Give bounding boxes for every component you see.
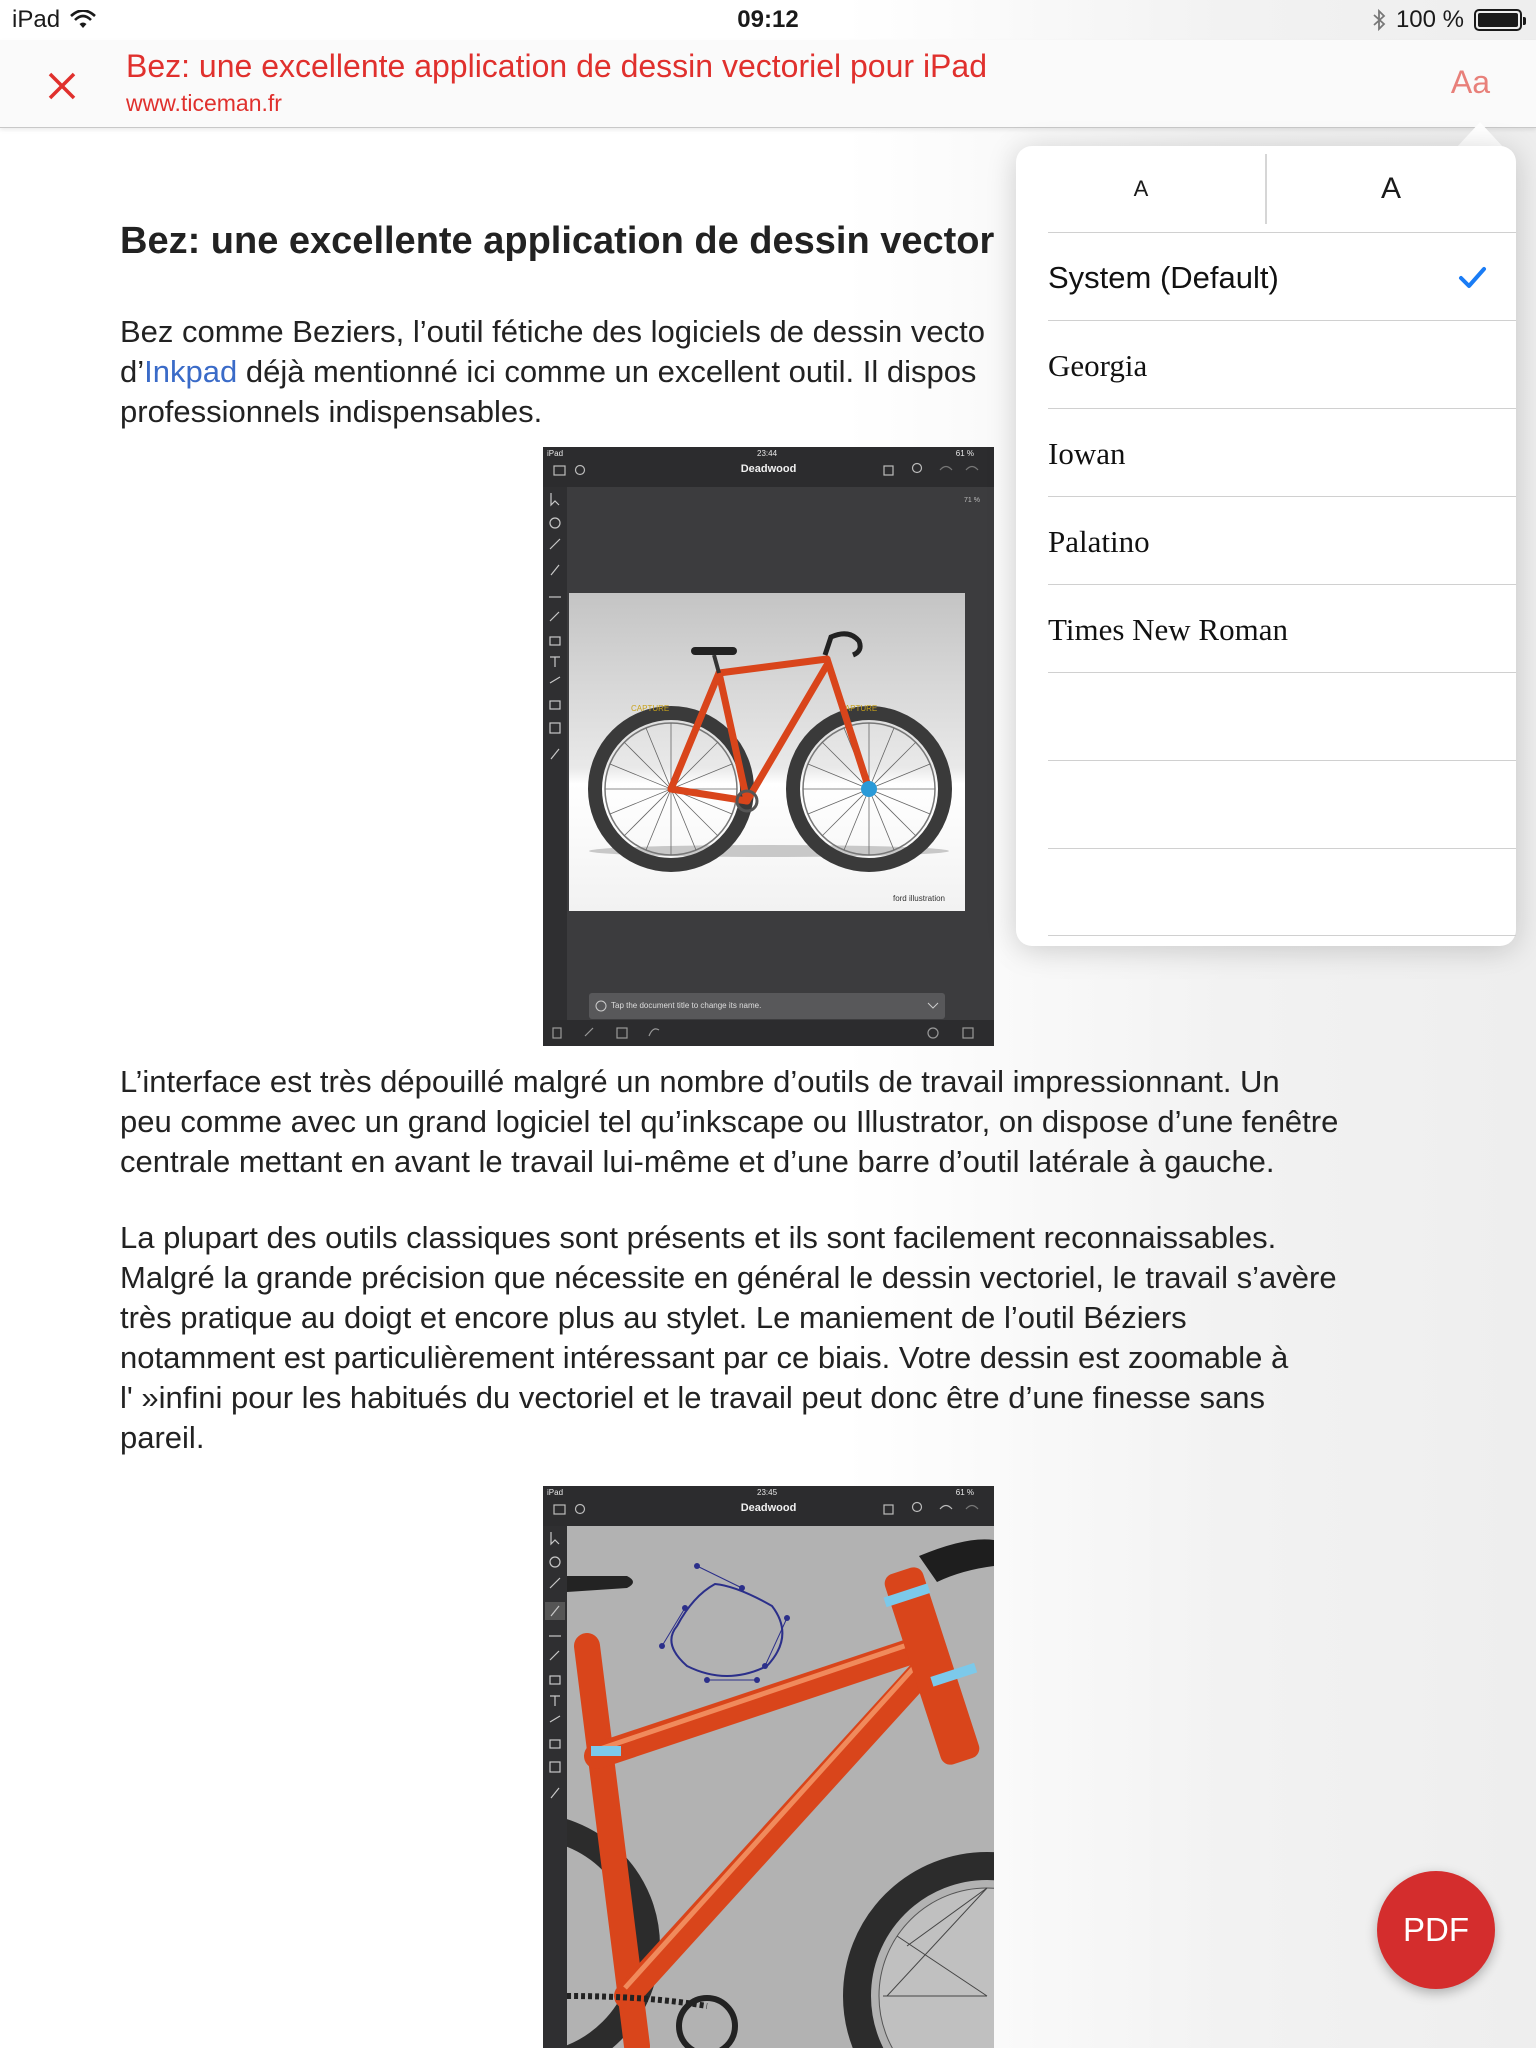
interface-line: L’interface est très dépouillé malgré un nombre d’outils de travail impressionnant. Un	[120, 1064, 1280, 1099]
screenshot-bottom-bar	[543, 1020, 994, 1046]
bluetooth-icon	[1372, 8, 1386, 32]
screenshot-topbar	[543, 1486, 994, 1526]
close-icon[interactable]	[40, 64, 84, 108]
font-option-label: Georgia	[1048, 348, 1148, 383]
paragraph-tools	[120, 1218, 1420, 1458]
font-option-empty	[1048, 848, 1516, 936]
checkmark-icon	[1456, 261, 1488, 293]
screenshot-doc-name: Deadwood	[740, 463, 797, 475]
screenshot-doc-name: Deadwood	[740, 1502, 797, 1514]
chevron-down-icon	[927, 1001, 939, 1011]
popover-arrow	[1456, 122, 1504, 148]
tools-icons	[543, 1526, 567, 1866]
battery-icon	[1474, 9, 1522, 31]
battery-fill	[1478, 13, 1518, 27]
bicycle-illustration	[569, 593, 965, 911]
reader-header	[0, 40, 1536, 128]
font-settings-popover	[1016, 146, 1516, 946]
status-right	[1372, 6, 1522, 34]
font-list	[1048, 232, 1516, 936]
screenshot-battery: 61 %	[955, 1488, 974, 1497]
bottom-toolbar-icons	[543, 1020, 994, 1046]
bezier-canvas	[567, 1526, 994, 2048]
screenshot-carrier: iPad	[547, 1488, 564, 1497]
header-url[interactable]: www.ticeman.fr	[126, 90, 282, 116]
tools-line: La plupart des outils classiques sont présents et ils sont facilement reconnaissables.	[120, 1220, 1277, 1255]
bike-frame-closeup	[567, 1526, 994, 2048]
pdf-button[interactable]: PDF	[1377, 1871, 1495, 1989]
screenshot-time: 23:45	[757, 1488, 778, 1497]
tip-bar	[589, 993, 945, 1019]
font-option-system[interactable]	[1048, 232, 1516, 320]
font-option-label: Palatino	[1048, 524, 1150, 559]
intro-line: professionnels indispensables.	[120, 394, 543, 429]
illustration-watermark: ford illustration	[892, 894, 945, 903]
font-option-label: Times New Roman	[1048, 612, 1288, 647]
tools-line: très pratique au doigt et encore plus au stylet. Le maniement de l’outil Béziers	[120, 1300, 1187, 1335]
share-search-undo-icons	[882, 1501, 982, 1515]
intro-text: d’	[120, 354, 145, 389]
tools-line: pareil.	[120, 1420, 205, 1455]
folder-gear-icons	[553, 1502, 587, 1516]
screenshot-tool-sidebar	[543, 1526, 567, 2048]
article-title: Bez: une excellente application de dessin vector	[120, 220, 995, 262]
tools-line: Malgré la grande précision que nécessite en général le dessin vectoriel, le travail s’avère	[120, 1260, 1337, 1295]
status-bar	[0, 0, 1536, 40]
device-label: iPad	[12, 6, 61, 33]
font-option-empty	[1048, 672, 1516, 760]
share-search-undo-icons	[882, 462, 982, 476]
battery-percent: 100 %	[1395, 6, 1464, 33]
text-size-row	[1016, 146, 1516, 232]
font-option-empty	[1048, 760, 1516, 848]
tire-label: CAPTURE	[839, 704, 878, 713]
font-option-label: Iowan	[1048, 436, 1126, 471]
screenshot-battery: 61 %	[955, 449, 974, 458]
interface-line: centrale mettant en avant le travail lui-même et d’une barre d’outil latérale à gauche.	[120, 1144, 1275, 1179]
interface-line: peu comme avec un grand logiciel tel qu’inkscape ou Illustrator, on dispose d’une fenêtre	[120, 1104, 1339, 1139]
font-option-label: System (Default)	[1048, 260, 1279, 295]
font-option-palatino[interactable]	[1048, 496, 1516, 584]
inkpad-link[interactable]: Inkpad	[144, 354, 238, 389]
bike-canvas	[569, 593, 965, 911]
folder-gear-icons	[553, 463, 587, 477]
intro-text: déjà mentionné ici comme un excellent outil. Il dispos	[237, 354, 977, 389]
font-option-times[interactable]	[1048, 584, 1516, 672]
status-time: 09:12	[737, 6, 799, 33]
increase-text-size-button[interactable]: A	[1380, 172, 1401, 205]
tools-icons	[543, 487, 567, 827]
intro-line: Bez comme Beziers, l’outil fétiche des logiciels de dessin vecto	[120, 314, 985, 349]
paragraph-interface	[120, 1062, 1420, 1182]
font-option-georgia[interactable]	[1048, 320, 1516, 408]
tools-line: notamment est particulièrement intéressant par ce biais. Votre dessin est zoomable à	[120, 1340, 1289, 1375]
text-settings-button[interactable]: Aa	[1450, 64, 1490, 100]
screenshot-tool-sidebar	[543, 487, 567, 1020]
tire-label: CAPTURE	[631, 704, 670, 713]
info-icon	[595, 1000, 607, 1012]
screenshot-time: 23:44	[757, 449, 778, 458]
tip-text: Tap the document title to change its name.	[611, 1001, 762, 1010]
screenshot-carrier: iPad	[547, 449, 564, 458]
tools-line: l' »infini pour les habitués du vectoriel et le travail peut donc être d’une finesse sans	[120, 1380, 1265, 1415]
header-title: Bez: une excellente application de dessin vectoriel pour iPad	[126, 48, 987, 84]
app-screenshot-bezier	[543, 1486, 994, 2048]
decrease-text-size-button[interactable]: A	[1133, 176, 1149, 201]
font-option-iowan[interactable]	[1048, 408, 1516, 496]
app-screenshot-bike	[543, 447, 994, 1046]
screenshot-zoom: 71 %	[964, 497, 980, 504]
screenshot-topbar	[543, 447, 994, 487]
